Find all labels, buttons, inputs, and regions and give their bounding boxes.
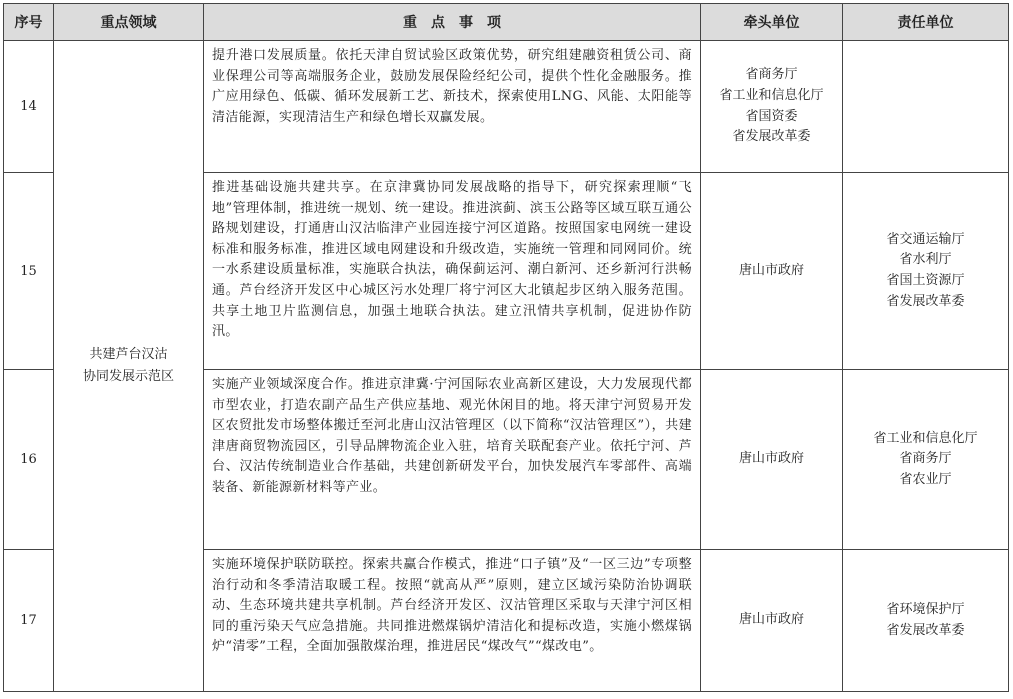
- table-row: [4, 41, 1009, 173]
- responsible-unit: 省发展改革委: [886, 293, 965, 309]
- responsible-unit: 省交通运输厅: [886, 231, 965, 247]
- focus-area-line: 协同发展示范区: [82, 369, 174, 384]
- row-number: 14: [4, 41, 54, 173]
- lead-unit: 唐山市政府: [738, 612, 804, 628]
- lead-unit: 省国资委: [745, 108, 798, 124]
- lead-unit: 省工业和信息化厅: [719, 87, 824, 103]
- lead-unit: 唐山市政府: [738, 451, 804, 467]
- focus-area-line: 共建芦台汉沽: [89, 347, 168, 362]
- focus-area-cell: [54, 41, 204, 692]
- header-item: 重 点 事 项: [204, 4, 701, 41]
- task-description: 提升港口发展质量。依托天津自贸试验区政策优势，研究组建融资租赁公司、商业保理公司等高端服务企业，鼓励发展保险经纪公司，提供个性化金融服务。推广应用绿色、低碳、循环发展新工艺、新技术，探索使用LNG、风能、太阳能等清洁能源，实现清洁生产和绿色增长双赢发展。: [204, 41, 701, 173]
- responsible-unit: 省发展改革委: [886, 622, 965, 638]
- responsible-unit: 省工业和信息化厅: [873, 430, 978, 446]
- responsible-unit: 省水利厅: [899, 252, 952, 268]
- task-table: [3, 3, 1009, 692]
- lead-unit-cell: [701, 173, 843, 370]
- row-number: 17: [4, 550, 54, 692]
- responsible-unit-cell: [843, 41, 1009, 173]
- task-description: 实施环境保护联防联控。探索共赢合作模式，推进“口子镇”及“一区三边”专项整治行动和冬季清洁取暖工程。按照“就高从严”原则，建立区域污染防治协调联动、生态环境共建共享机制。芦台经济开发区、汉沽管理区采取与天津宁河区相同的重污染天气应急措施。共同推进燃煤锅炉清洁化和提标改造，实施小燃煤锅炉“清零”工程，全面加强散煤治理，推进居民“煤改气”“煤改电”。: [204, 550, 701, 692]
- task-description: 推进基础设施共建共享。在京津冀协同发展战略的指导下，研究探索理顺“飞地”管理体制，推进统一规划、统一建设。推进滨蓟、滨玉公路等区域互联互通公路规划建设，打通唐山汉沽临津产业园连接宁河区道路。按照国家电网统一建设标准和服务标准，推进区域电网建设和升级改造，实施统一管理和同网同价。统一水系建设质量标准，实施联合执法，确保蓟运河、潮白新河、还乡新河行洪畅通。芦台经济开发区中心城区污水处理厂将宁河区大北镇起步区纳入服务范围。共享土地卫片监测信息，加强土地联合执法。建立汛情共享机制，促进协作防汛。: [204, 173, 701, 370]
- lead-unit-cell: [701, 550, 843, 692]
- header-row: [4, 4, 1009, 41]
- lead-unit: 唐山市政府: [738, 262, 804, 278]
- task-description: 实施产业领域深度合作。推进京津冀·宁河国际农业高新区建设，大力发展现代都市型农业，打造农副产品生产供应基地、观光休闲目的地。将天津宁河贸易开发区农贸批发市场整体搬迁至河北唐山汉沽管理区（以下简称“汉沽管理区”），共建津唐商贸物流园区，引导品牌物流企业入驻，培育关联配套产业。依托宁河、芦台、汉沽传统制造业合作基础，共建创新研发平台，加快发展汽车零部件、高端装备、新能源新材料等产业。: [204, 370, 701, 550]
- lead-unit-cell: [701, 370, 843, 550]
- lead-unit: 省发展改革委: [732, 129, 811, 145]
- responsible-unit-cell: [843, 173, 1009, 370]
- responsible-unit-cell: [843, 370, 1009, 550]
- responsible-unit: 省商务厅: [899, 451, 952, 467]
- lead-unit: 省商务厅: [745, 67, 798, 83]
- header-lead: 牵头单位: [701, 4, 843, 41]
- responsible-unit: 省国土资源厅: [886, 273, 965, 288]
- row-number: 16: [4, 370, 54, 550]
- lead-unit-cell: [701, 41, 843, 173]
- responsible-unit: 省农业厅: [899, 471, 952, 487]
- row-number: 15: [4, 173, 54, 370]
- header-resp: 责任单位: [843, 4, 1009, 41]
- responsible-unit: 省环境保护厅: [886, 601, 965, 617]
- responsible-unit-cell: [843, 550, 1009, 692]
- header-area: 重点领域: [54, 4, 204, 41]
- header-num: 序号: [4, 4, 54, 41]
